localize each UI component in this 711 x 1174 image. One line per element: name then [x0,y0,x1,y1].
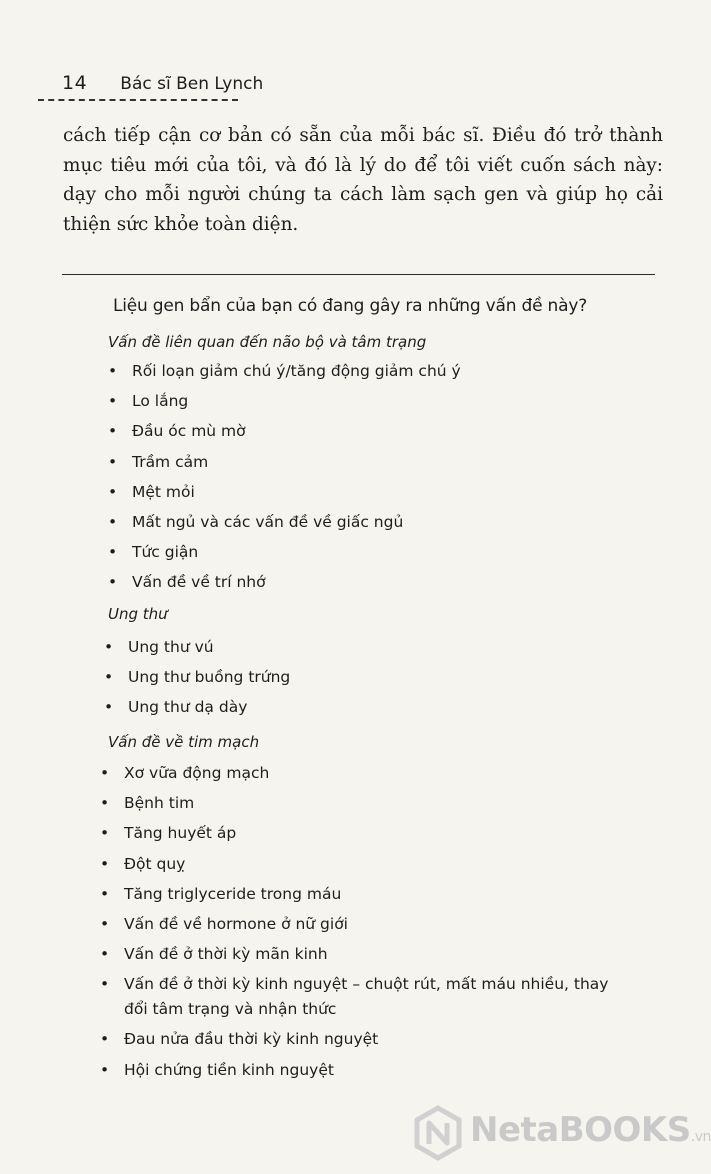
bullet-icon: • [104,668,114,687]
bullet-icon: • [100,824,110,843]
list-item: • Xơ vữa động mạch [124,758,624,788]
watermark-suffix: .vn [690,1129,711,1145]
bullet-icon: • [108,422,118,441]
list-item: • Tức giận [132,537,461,567]
list-item: • Vấn đề ở thời kỳ mãn kinh [124,939,624,969]
bullet-icon: • [100,915,110,934]
list-item: • Đầu óc mù mờ [132,416,461,446]
section-title-brain-mood: Vấn đề liên quan đến não bộ và tâm trạng [108,333,427,351]
list-item: • Lo lắng [132,386,461,416]
watermark-brand: NetaBOOKS [470,1110,691,1150]
list-item: • Đau nửa đầu thời kỳ kinh nguyệt [124,1024,624,1054]
list-item: • Ung thư buồng trứng [128,662,290,692]
list-cardio [100,758,624,1085]
bullet-icon: • [108,482,118,501]
list-item: • Bệnh tim [124,788,624,818]
netabooks-logo-icon [414,1106,462,1160]
bullet-icon: • [100,1060,110,1079]
list-item: • Vấn đề ở thời kỳ kinh nguyệt – chuột rút, mất máu nhiều, thay đổi tâm trạng và nhận thức [124,969,624,1024]
bullet-icon: • [108,392,118,411]
box-title: Liệu gen bẩn của bạn có đang gây ra những vấn đề này? [112,296,588,316]
list-item: • Tăng huyết áp [124,818,624,848]
bullet-icon: • [100,764,110,782]
bullet-icon: • [100,1030,110,1049]
bullet-icon: • [100,975,110,994]
list-item: • Vấn đề về hormone ở nữ giới [124,909,624,939]
intro-paragraph: cách tiếp cận cơ bản có sẵn của mỗi bác sĩ. Điều đó trở thành mục tiêu mới của tôi, và đó là lý do để tôi viết cuốn sách này: dạy cho mỗi người chúng ta cách làm sạch gen và giúp họ cải thiện sức khỏe toàn diện. [63,125,663,235]
bullet-icon: • [100,945,110,964]
list-cancer [104,632,291,723]
list-brain-mood [108,356,461,598]
list-item: • Vấn đề về trí nhớ [132,567,461,597]
bullet-icon: • [104,698,114,717]
list-item: • Đột quỵ [124,849,624,879]
list-item: • Trầm cảm [132,447,461,477]
list-item: • Tăng triglyceride trong máu [124,879,624,909]
bullet-icon: • [108,362,118,380]
section-title-cardio: Vấn đề về tim mạch [108,733,260,751]
list-item: • Rối loạn giảm chú ý/tăng động giảm chú ý [132,356,461,386]
list-item: • Ung thư vú [128,632,290,662]
page-number: 14 [62,72,88,94]
list-item: • Mất ngủ và các vấn đề về giấc ngủ [132,507,461,537]
bullet-icon: • [108,452,118,471]
bullet-icon: • [108,513,118,532]
header-line [62,72,652,94]
bullet-icon: • [108,543,118,562]
list-item: • Hội chứng tiền kinh nguyệt [124,1055,624,1085]
bullet-icon: • [100,794,110,813]
list-item: • Mệt mỏi [132,477,461,507]
header-dashed-rule [38,99,238,101]
box-top-rule [62,274,655,275]
section-title-cancer: Ung thư [108,605,168,623]
bullet-icon: • [108,573,118,592]
bullet-icon: • [100,884,110,903]
list-item: • Ung thư dạ dày [128,692,290,722]
bullet-icon: • [104,638,114,656]
running-head: Bác sĩ Ben Lynch [120,74,264,94]
bullet-icon: • [100,854,110,873]
